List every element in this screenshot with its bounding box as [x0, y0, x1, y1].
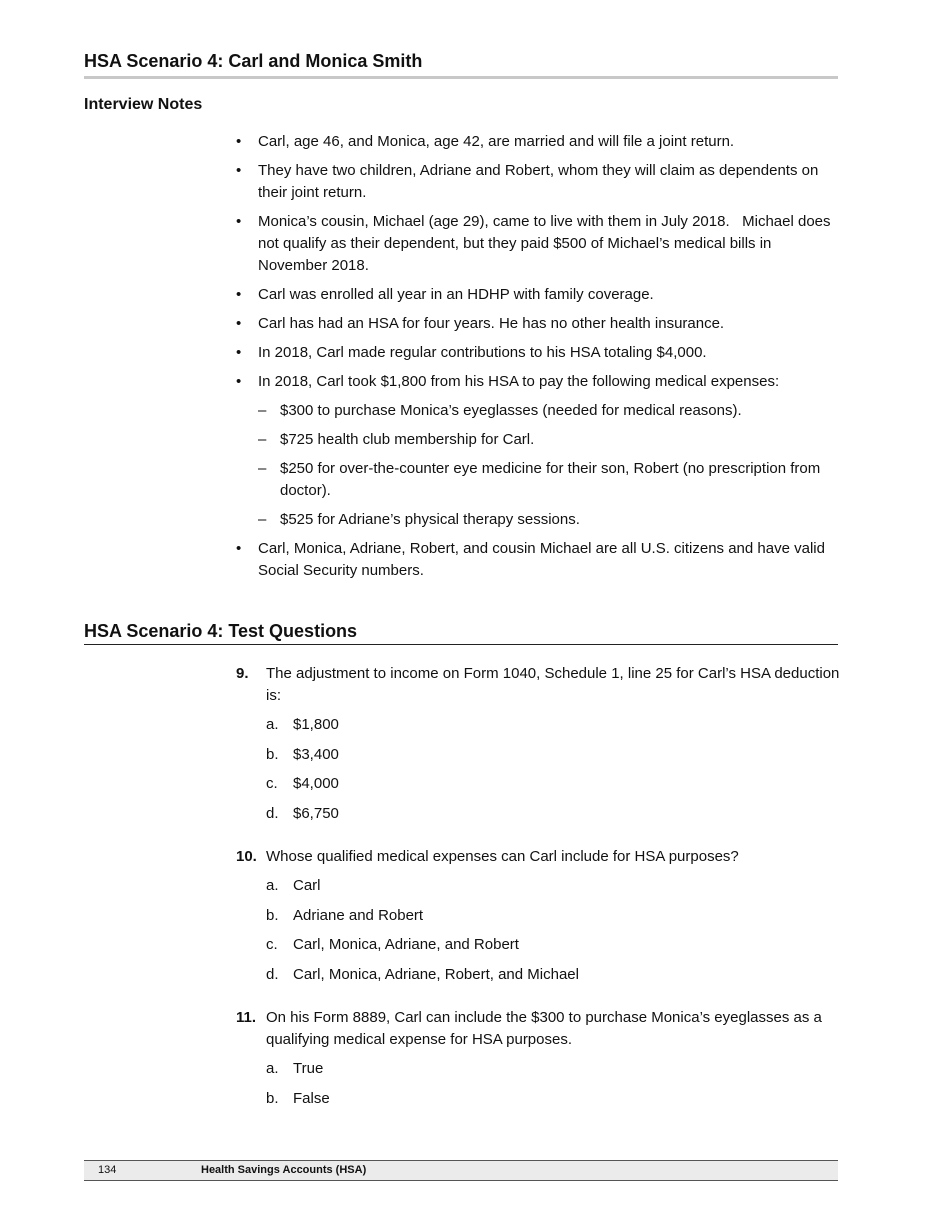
expense-item: – $525 for Adriane’s physical therapy sessions. [236, 509, 840, 531]
answer-option: b. Adriane and Robert [266, 906, 424, 924]
question-text: On his Form 8889, Carl can include the $300 to purchase Monica’s eyeglasses as a qualifying medical expense for HSA purposes. [266, 1009, 822, 1048]
note-item: • Monica’s cousin, Michael (age 29), came to live with them in July 2018. Michael does not qualify as their dependent, but they paid $500 of Michael’s medical bills in November 2018. [236, 213, 835, 274]
bullet-icon: • [236, 315, 242, 332]
question-number: 9. [236, 665, 249, 682]
answer-option: b. False [266, 1089, 330, 1107]
bullet-icon: • [236, 133, 242, 150]
question-number: 11. [236, 1009, 257, 1026]
page-footer [84, 1160, 838, 1181]
answer-option: c. $4,000 [266, 775, 339, 792]
expense-item: – $725 health club membership for Carl. [236, 429, 840, 451]
question-number: 10. [236, 848, 257, 865]
interview-notes-list [236, 131, 840, 589]
interview-notes-heading: Interview Notes [84, 96, 203, 113]
dash-icon: – [258, 431, 267, 448]
answer-option: b. $3,400 [266, 745, 339, 763]
dash-icon: – [258, 460, 267, 477]
scenario-title: HSA Scenario 4: Carl and Monica Smith [84, 51, 838, 79]
dash-icon: – [258, 402, 267, 419]
question-10 [236, 846, 840, 868]
bullet-icon: • [236, 540, 242, 557]
answer-option: a. Carl [266, 877, 321, 894]
note-item: • Carl, age 46, and Monica, age 42, are married and will file a joint return. [236, 131, 840, 153]
answer-option: c. Carl, Monica, Adriane, and Robert [266, 936, 519, 953]
page-number: 134 [98, 1164, 117, 1176]
note-item: • Carl, Monica, Adriane, Robert, and cousin Michael are all U.S. citizens and have valid Social Security numbers. [236, 540, 825, 579]
answer-option: a. True [266, 1060, 324, 1077]
note-item: • Carl has had an HSA for four years. He has no other health insurance. [236, 313, 840, 335]
bullet-icon: • [236, 344, 242, 361]
question-text: Whose qualified medical expenses can Carl include for HSA purposes? [266, 848, 739, 865]
answer-option: a. $1,800 [266, 716, 339, 733]
note-item: • In 2018, Carl took $1,800 from his HSA to pay the following medical expenses: [236, 371, 840, 393]
bullet-icon: • [236, 373, 242, 390]
note-item: • In 2018, Carl made regular contributions to his HSA totaling $4,000. [236, 342, 840, 364]
question-9 [236, 663, 840, 707]
footer-title: Health Savings Accounts (HSA) [201, 1164, 367, 1176]
question-text: The adjustment to income on Form 1040, Schedule 1, line 25 for Carl’s HSA deduction is: [266, 665, 840, 704]
question-11 [236, 1007, 840, 1051]
expense-item: – $250 for over-the-counter eye medicine for their son, Robert (no prescription from doctor). [258, 460, 821, 499]
test-questions-heading: HSA Scenario 4: Test Questions [84, 621, 838, 645]
dash-icon: – [258, 511, 267, 528]
expense-item: – $300 to purchase Monica’s eyeglasses (needed for medical reasons). [236, 400, 840, 422]
bullet-icon: • [236, 213, 242, 230]
answer-option: d. $6,750 [266, 804, 339, 822]
note-item: • They have two children, Adriane and Robert, whom they will claim as dependents on their joint return. [236, 162, 819, 201]
answer-option: d. Carl, Monica, Adriane, Robert, and Michael [266, 965, 579, 983]
bullet-icon: • [236, 162, 242, 179]
bullet-icon: • [236, 286, 242, 303]
test-questions-list [236, 663, 840, 1117]
note-item: • Carl was enrolled all year in an HDHP with family coverage. [236, 284, 840, 306]
